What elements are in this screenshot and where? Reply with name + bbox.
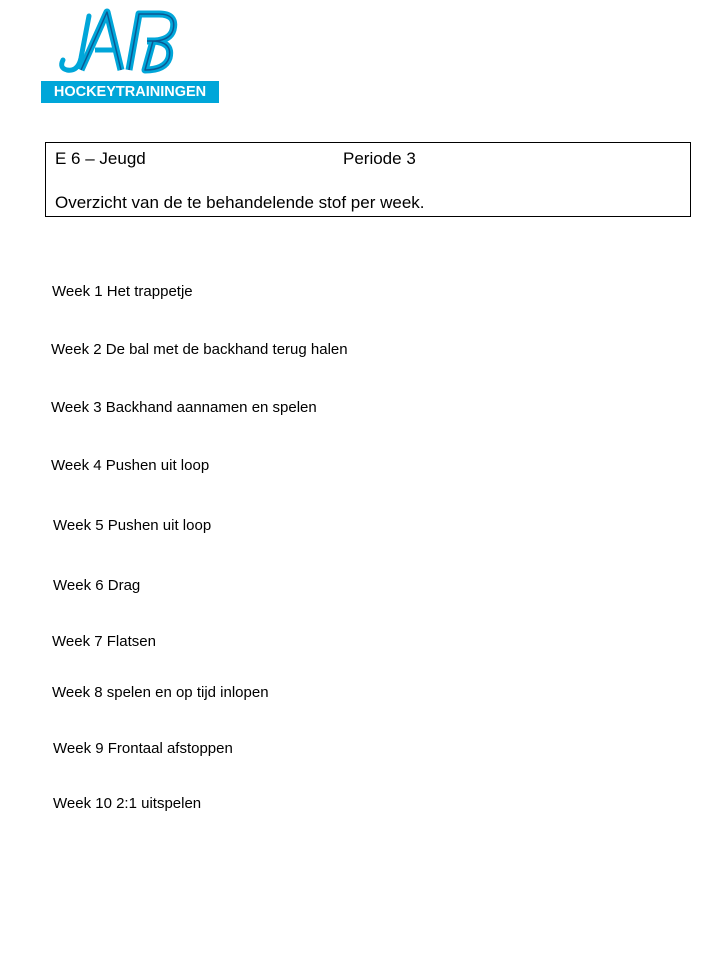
logo — [41, 8, 219, 100]
week-item: Week 5 Pushen uit loop — [53, 517, 212, 534]
logo-banner: HOCKEYTRAININGEN — [41, 81, 219, 103]
header-subtitle: Overzicht van de te behandelende stof per week. — [55, 193, 425, 212]
week-item: Week 1 Het trappetje — [52, 283, 193, 300]
week-item: Week 6 Drag — [53, 577, 141, 594]
header-period: Periode 3 — [343, 149, 416, 168]
week-item: Week 4 Pushen uit loop — [51, 457, 210, 474]
header-box — [45, 142, 691, 217]
week-item: Week 7 Flatsen — [52, 633, 156, 650]
week-item: Week 10 2:1 uitspelen — [53, 795, 202, 812]
header-title: E 6 – Jeugd — [55, 149, 146, 168]
week-item: Week 9 Frontaal afstoppen — [53, 740, 233, 757]
week-item: Week 2 De bal met de backhand terug halen — [51, 341, 348, 358]
week-item: Week 8 spelen en op tijd inlopen — [52, 684, 269, 701]
week-item: Week 3 Backhand aannamen en spelen — [51, 399, 317, 416]
logo-ab-mark — [41, 8, 219, 78]
